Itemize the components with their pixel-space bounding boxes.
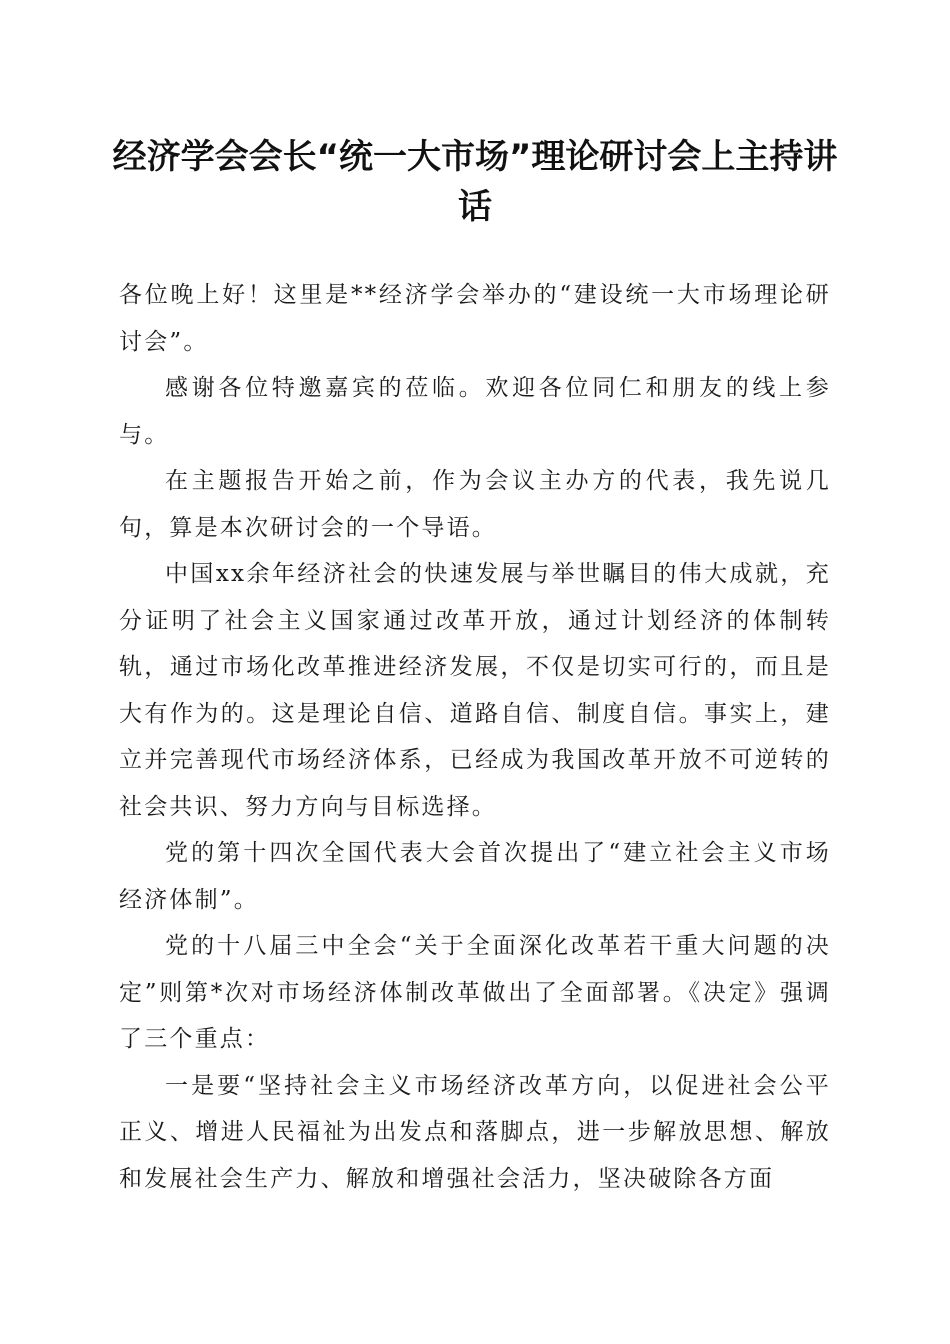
paragraph-third-plenum: 党的十八届三中全会“关于全面深化改革若干重大问题的决定”则第*次对市场经济体制改革做出了全面部署。《决定》强调了三个重点： <box>119 933 831 1052</box>
paragraph-greeting: 各位晚上好！这里是**经济学会举办的“建设统一大市场理论研讨会”。 <box>119 282 831 355</box>
document-body <box>119 272 831 1202</box>
paragraph-introduction: 在主题报告开始之前，作为会议主办方的代表，我先说几句，算是本次研讨会的一个导语。 <box>119 468 831 541</box>
paragraph-development: 中国xx余年经济社会的快速发展与举世瞩目的伟大成就，充分证明了社会主义国家通过改革开放，通过计划经济的体制转轨，通过市场化改革推进经济发展，不仅是切实可行的，而且是大有作为的。这是理论自信、道路自信、制度自信。事实上，建立并完善现代市场经济体系，已经成为我国改革开放不可逆转的社会共识、努力方向与目标选择。 <box>119 561 831 820</box>
document-title: 经济学会会长“统一大市场”理论研讨会上主持讲话 <box>112 137 838 227</box>
paragraph-thanks: 感谢各位特邀嘉宾的莅临。欢迎各位同仁和朋友的线上参与。 <box>119 375 831 448</box>
paragraph-point-one: 一是要“坚持社会主义市场经济改革方向，以促进社会公平正义、增进人民福祉为出发点和落脚点，进一步解放思想、解放和发展社会生产力、解放和增强社会活力，坚决破除各方面 <box>119 1072 831 1192</box>
paragraph-fourteenth-congress: 党的第十四次全国代表大会首次提出了“建立社会主义市场经济体制”。 <box>119 840 831 913</box>
